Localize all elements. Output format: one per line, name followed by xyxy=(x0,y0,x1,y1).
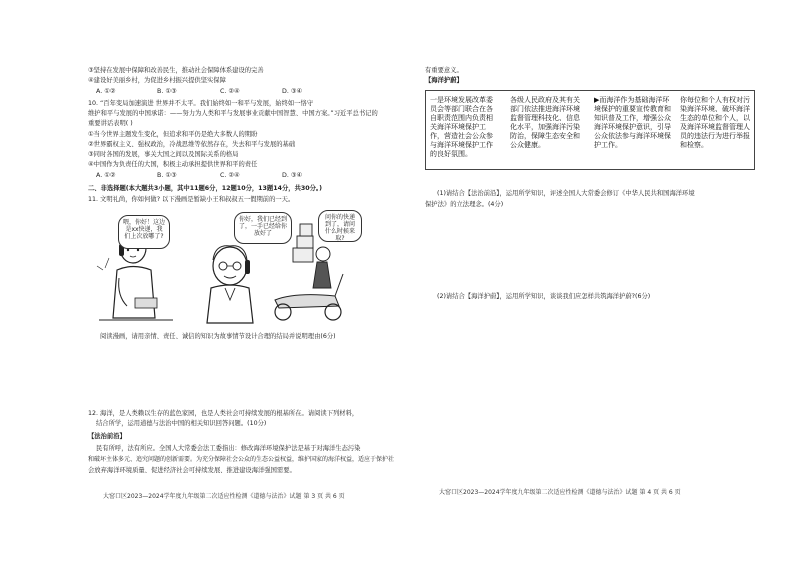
law-paragraph: 民有所呼，法有所应。全国人大常委会法工委指出：修改海洋环境保护法是基于对海洋生态污染 xyxy=(96,445,361,452)
question-11-instruction: 阅读漫画，请用亲情、责任、诚信的知识为故事情节设计合理的结局并说明理由(6分) xyxy=(100,333,336,340)
right-page xyxy=(397,0,794,561)
question-12-1: (1)请结合【法治前沿】，运用所学知识，评述全国人大常委会修订《中华人民共和国海洋环境 xyxy=(437,190,695,197)
law-paragraph: 和破坏主体多元、追究问题的创新需要。为充分保障社会公众的生态公益权益，维护国家的海洋权益，适应于保护社 xyxy=(88,456,395,463)
protection-card xyxy=(425,90,755,170)
speech-bubble: 喂，你好！这边是xx快递，我们上次放哪了? xyxy=(118,215,170,249)
option-line: ③坚持在发展中保障和改善民生，推动社会保障体系建设的完善 xyxy=(88,67,264,74)
question-11-stem: 11. 文明礼尚，你如何做? 以下漫画是暂缺小王和叔叔五一假期前的一天。 xyxy=(88,196,295,203)
question-12-stem: 结合所学，运用道德与法治中国的相关知识回答问题。(10分) xyxy=(96,420,267,427)
speech-bubble: 问你的快递到了，请问什么时候来取? xyxy=(318,210,362,242)
answer-option: C. ②④ xyxy=(220,172,240,179)
option-line: ③同时各国的发展，事关大国之间以及国际关系的格局 xyxy=(88,151,239,158)
answer-option: A. ①② xyxy=(96,172,116,179)
page-footer: 大窑口区2023—2024学年度九年级第二次适应性检测《道德与法治》试题 第 3 页 共 6 页 xyxy=(103,493,345,500)
page-footer: 大窑口区2023—2024学年度九年级第二次适应性检测《道德与法治》试题 第 4 页 共 6 页 xyxy=(439,489,681,496)
section-label-law: 【法治前沿】 xyxy=(88,433,126,440)
answer-option: B. ①③ xyxy=(157,172,177,179)
option-line: ①当今世界主题发生变化，但追求和平仍是绝大多数人的期盼 xyxy=(88,131,258,138)
question-10-stem: 维护和平与发展的中国承诺：——努力为人类和平与发展事业贡献中国智慧、中国方案。”习近平总书记的 xyxy=(88,110,378,117)
option-line: ②世界霸权主义、强权政治，冷战思维等依然存在，失去和平与发展的基础 xyxy=(88,141,296,148)
option-line: ④建设好美丽乡村，为促进乡村振兴提供坚实保障 xyxy=(88,77,226,84)
question-12-stem: 12. 海洋，是人类赖以生存的蓝色家园，也是人类社会可持续发展的根基所在。请阅读下列材料， xyxy=(88,410,359,417)
question-12-2: (2)请结合【海洋护蔚】，运用所学知识，谈谈我们应怎样共筑海洋护蔚?(6分) xyxy=(437,293,651,300)
card-column: 各级人民政府及其有关部门依法推进海洋环境监督管理科技化、信息化水平，加强海洋污染防治，保障生态安全和公众健康。 xyxy=(510,96,580,149)
speech-bubble: 你好，我们已经到了，一手已经给你放好了 xyxy=(234,212,292,244)
section-heading: 二、非选择题(本大题共3小题，其中11题6分，12题10分，13题14分，共30分。) xyxy=(88,185,322,192)
option-line: ④中国作为负责任的大国，积极主动承担提供世界和平的责任 xyxy=(88,161,258,168)
continued-text: 有重要意义。 xyxy=(425,67,463,74)
man-with-glasses-figure xyxy=(207,246,253,323)
section-label-protect: 【海洋护蔚】 xyxy=(425,77,463,84)
card-column: 一是环境发展改革委员会等部门联合在各自职责范围内负责相关海洋环境保护工作，营造社会公众参与海洋环境保护工作的良好氛围。 xyxy=(430,96,493,158)
law-paragraph: 会放弃海洋环境质量、促进经济社会可持续发展、推进建设海洋强国需要。 xyxy=(88,467,296,474)
answer-option: C. ②④ xyxy=(220,88,240,95)
question-10-stem: 重要讲话表明( ) xyxy=(88,120,133,127)
card-column: 你每位和个人有权对污染海洋环境、破坏海洋生态的单位和个人，以及海洋环境监督管理人员的违法行为进行举报和检察。 xyxy=(680,96,750,149)
question-10-stem: 10. “百年变局加速演进 世界并不太平。我们始终如一和平与发展，始终如一恪守 xyxy=(88,100,314,107)
answer-option: D. ③④ xyxy=(282,88,303,95)
answer-option: D. ③④ xyxy=(282,172,303,179)
answer-option: A. ①② xyxy=(96,88,116,95)
answer-option: B. ①③ xyxy=(157,88,177,95)
question-12-1: 保护法》的立法理念。(4分) xyxy=(425,201,504,208)
card-column: ▶而海洋作为基础海洋环境保护的重要宣传教育和知识普及工作，增强公众海洋环境保护意识，引导公众依法参与海洋环境保护工作。 xyxy=(594,96,671,149)
